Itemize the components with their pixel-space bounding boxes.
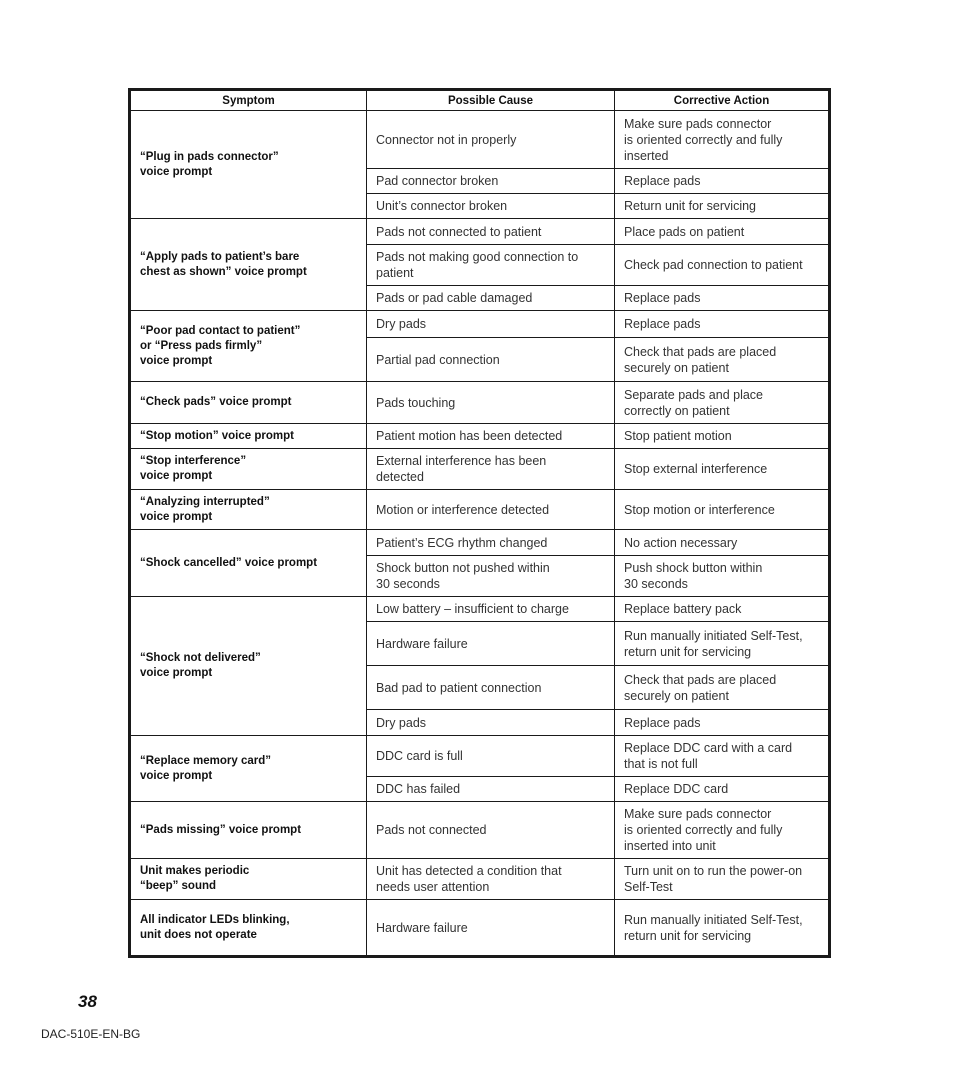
possible-cause-cell: Connector not in properly — [367, 111, 615, 169]
corrective-action-cell: Check pad connection to patient — [615, 245, 830, 286]
corrective-action-cell: Turn unit on to run the power-on Self-Test — [615, 859, 830, 900]
corrective-action-cell: Separate pads and place correctly on patient — [615, 382, 830, 424]
symptom-cell: “Shock not delivered” voice prompt — [130, 597, 367, 736]
corrective-action-cell: Check that pads are placed securely on patient — [615, 666, 830, 710]
possible-cause-cell: Patient motion has been detected — [367, 424, 615, 449]
table-row — [130, 900, 830, 957]
table-row — [130, 382, 830, 424]
possible-cause-cell: DDC card is full — [367, 736, 615, 777]
possible-cause-cell: Unit’s connector broken — [367, 194, 615, 219]
table-row — [130, 219, 830, 245]
possible-cause-cell: External interference has been detected — [367, 449, 615, 490]
corrective-action-cell: Check that pads are placed securely on patient — [615, 338, 830, 382]
possible-cause-cell: Dry pads — [367, 311, 615, 338]
corrective-action-cell: Replace pads — [615, 710, 830, 736]
corrective-action-cell: Run manually initiated Self-Test, return unit for servicing — [615, 900, 830, 957]
header-corrective-action: Corrective Action — [615, 90, 830, 111]
table-row — [130, 736, 830, 777]
symptom-cell: “Stop interference” voice prompt — [130, 449, 367, 490]
corrective-action-cell: Replace pads — [615, 169, 830, 194]
possible-cause-cell: Pads not connected — [367, 802, 615, 859]
corrective-action-cell: Return unit for servicing — [615, 194, 830, 219]
possible-cause-cell: Patient’s ECG rhythm changed — [367, 530, 615, 556]
table-row — [130, 802, 830, 859]
corrective-action-cell: Make sure pads connector is oriented correctly and fully inserted — [615, 111, 830, 169]
corrective-action-cell: Replace DDC card with a card that is not full — [615, 736, 830, 777]
table-header-row — [130, 90, 830, 111]
corrective-action-cell: Replace DDC card — [615, 777, 830, 802]
possible-cause-cell: Pad connector broken — [367, 169, 615, 194]
symptom-cell: “Poor pad contact to patient” or “Press pads firmly” voice prompt — [130, 311, 367, 382]
table-row — [130, 424, 830, 449]
symptom-cell: “Analyzing interrupted” voice prompt — [130, 490, 367, 530]
symptom-cell: “Stop motion” voice prompt — [130, 424, 367, 449]
table-row — [130, 597, 830, 622]
possible-cause-cell: Hardware failure — [367, 900, 615, 957]
possible-cause-cell: Pads not making good connection to patient — [367, 245, 615, 286]
possible-cause-cell: Bad pad to patient connection — [367, 666, 615, 710]
symptom-cell: “Check pads” voice prompt — [130, 382, 367, 424]
symptom-cell: “Apply pads to patient’s bare chest as shown” voice prompt — [130, 219, 367, 311]
corrective-action-cell: Replace pads — [615, 311, 830, 338]
possible-cause-cell: Pads touching — [367, 382, 615, 424]
table-body — [130, 111, 830, 957]
corrective-action-cell: Stop patient motion — [615, 424, 830, 449]
possible-cause-cell: Shock button not pushed within 30 seconds — [367, 556, 615, 597]
possible-cause-cell: Pads or pad cable damaged — [367, 286, 615, 311]
possible-cause-cell: Low battery – insufficient to charge — [367, 597, 615, 622]
symptom-cell: “Pads missing” voice prompt — [130, 802, 367, 859]
troubleshooting-table — [128, 88, 831, 958]
table-row — [130, 449, 830, 490]
table-row — [130, 111, 830, 169]
corrective-action-cell: Stop external interference — [615, 449, 830, 490]
possible-cause-cell: Pads not connected to patient — [367, 219, 615, 245]
possible-cause-cell: DDC has failed — [367, 777, 615, 802]
symptom-cell: “Shock cancelled” voice prompt — [130, 530, 367, 597]
possible-cause-cell: Unit has detected a condition that needs user attention — [367, 859, 615, 900]
table-row — [130, 530, 830, 556]
corrective-action-cell: Place pads on patient — [615, 219, 830, 245]
table-row — [130, 311, 830, 338]
document-code: DAC-510E-EN-BG — [41, 1027, 141, 1041]
possible-cause-cell: Motion or interference detected — [367, 490, 615, 530]
corrective-action-cell: Make sure pads connector is oriented correctly and fully inserted into unit — [615, 802, 830, 859]
corrective-action-cell: Replace pads — [615, 286, 830, 311]
header-possible-cause: Possible Cause — [367, 90, 615, 111]
possible-cause-cell: Dry pads — [367, 710, 615, 736]
corrective-action-cell: No action necessary — [615, 530, 830, 556]
possible-cause-cell: Partial pad connection — [367, 338, 615, 382]
corrective-action-cell: Push shock button within 30 seconds — [615, 556, 830, 597]
page-number: 38 — [78, 992, 97, 1011]
symptom-cell: “Replace memory card” voice prompt — [130, 736, 367, 802]
symptom-cell: “Plug in pads connector” voice prompt — [130, 111, 367, 219]
table-row — [130, 859, 830, 900]
table-row — [130, 490, 830, 530]
corrective-action-cell: Replace battery pack — [615, 597, 830, 622]
corrective-action-cell: Run manually initiated Self-Test, return unit for servicing — [615, 622, 830, 666]
symptom-cell: Unit makes periodic “beep” sound — [130, 859, 367, 900]
header-symptom: Symptom — [130, 90, 367, 111]
corrective-action-cell: Stop motion or interference — [615, 490, 830, 530]
symptom-cell: All indicator LEDs blinking, unit does not operate — [130, 900, 367, 957]
possible-cause-cell: Hardware failure — [367, 622, 615, 666]
